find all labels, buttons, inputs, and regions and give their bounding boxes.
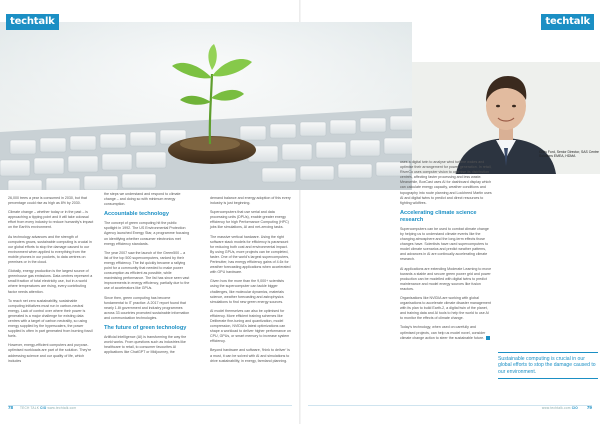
portrait-caption: Chris Ford, Senior Director, SAS Centre Solutions EMEA, HDMA	[539, 150, 599, 159]
footer-text-right	[542, 406, 578, 410]
paragraph: Beyond hardware and software, 'think to deliver' is a must, it can be solved with AI and simulations to drive sustainability, in energy, farmland planning.	[210, 348, 290, 363]
footer-url: www.techtalk.com	[47, 406, 77, 410]
footer-label: TECH TALK	[20, 406, 40, 410]
paragraph: Climate change – whether today or in the past – is approaching a tipping point and it will take colossal effort from every industry to reduce humanity's impact on the Earth's environment.	[8, 210, 94, 230]
article-column-2	[104, 192, 190, 359]
paragraph: demand balance and energy adoption of this every industry is just beginning.	[210, 196, 291, 206]
paragraph: The massive vertical hardware. Using the right software stack models for efficiency is paramount for reducing both cost and environmental impact. By using GPUs, more projects can be completed, faster. One of the world's largest supercomputers, Perlmutter, has energy efficiency gains of 4.6x for weather forecasting applications when accelerated with GPU hardware.	[210, 234, 291, 275]
paragraph: As technology advances and the strength of computers grows, sustainable computing is crucial in our global efforts to stop the damage caused to our environment when applied to everything from the mobile phones in our pockets, to data centres on premises or in the cloud.	[8, 234, 92, 265]
paragraph: AI model themselves can also be optimised for efficiency. More efficient training schemes like Deliberate fine-tuning and quantization, model compression, NVIDIA's latest optimizations can shape a workload to deliver higher performance on CPU, GPUs, or smart memory to increase system efficiency.	[210, 308, 291, 344]
paragraph: Artificial intelligence (AI) is transforming the way the world works. From questions such as industries like healthcare to retail, to consumer favourites AI applications like ChatGPT or Midjourney, the	[104, 334, 187, 355]
article-column-1	[8, 196, 94, 368]
paragraph: uses a digital twin to analyse wind turbine wakes and optimise their arrangement for power generation. In retail, RiverCo uses computer vision to optimise its distribution centres, affecting faster processing and less waste. Meanwhile, BoxCast uses AI for dashboard display which can calculate energy capacity, weather conditions and topography into route planning and Lockheed Martin uses AI and digital twins to predict and direct resources to fighting wildfires.	[400, 160, 492, 205]
footer-url: www.techtalk.com	[541, 406, 571, 410]
paragraph: 26,000 trees a year is consumed in 2030, but that percentage could rise as high as 8% by 2030.	[8, 196, 87, 206]
paragraph	[400, 325, 492, 340]
end-mark-icon	[486, 336, 490, 340]
paragraph: Supercomputers can be used to combat climate change by helping us to understand climate events like the changing atmosphere and the long-term effects those changes have. Scientists have used supercomputers to model climate scenarios and predict weather patterns, and advances in AI are continually accelerating climate research.	[400, 226, 489, 262]
paragraph: Globally, energy production is the largest source of greenhouse gas emissions. Data centres represent a small fraction of total electricity use, but in a world where temperatures are rising, every contributing factor needs attention.	[8, 269, 93, 294]
page-number-left: 78	[8, 405, 14, 410]
paragraph: To reach net zero sustainability, sustainable computing initiatives must run in carbon-neutral energy. Lack of control over where their power is generated is a major challenge for existing data centres with a target of carbon neutrality, so using energy supplied by the hyperscalers, the power supplied is often in part generated from burning fossil fuels.	[8, 298, 93, 339]
paragraph: AI applications are extending Moderate Learning to move towards a stable and secure green power grid and power production can be modelled with digital twins to predict maintenance and model energy sources like fusion reactors.	[400, 266, 492, 291]
hero-image-keyboard-seedling	[0, 22, 412, 190]
footer-brand: CIO	[40, 406, 47, 410]
paragraph: However, energy-efficient computers and purpose-optimised workloads are part of the solution. They're addressing science and our quality of life, which includes	[8, 343, 92, 363]
keyboard-seedling-illustration	[0, 22, 412, 190]
paragraph: the steps we understand and respond to climate change – and doing so with minimum energy consumption.	[104, 192, 181, 207]
paragraph-text: Today's technology, when used on carefully and optimised projects, can help us model novel, consider climate change action to steer the sustainable future.	[400, 325, 486, 340]
paragraph: The concept of green computing hit the public spotlight in 1992. The US Environmental Protection Agency launched Energy Star, a programme focusing on identifying whether consumer electronics met energy efficiency standards.	[104, 221, 190, 246]
paragraph: Since then, green computing has become fundamental to IT practice. A 2017 report found that nearly 1.8t government and industry programmes across 33 countries promoted sustainable information and communication technologies.	[104, 295, 190, 320]
section-heading-climate-research: Accelerating climate science research	[400, 209, 477, 223]
paragraph: Supercomputers that use serial and data processing units (DPUs), enable greater energy efficiency for high Performance Computing (HPC) jobs like simulations, AI and net-zeroing tasks.	[210, 210, 289, 230]
paragraph: Organisations like NVIDIA are working with global organisations to accelerate climate disaster management with its plan to build Earth-2, a digital twin of the planet, and training data and AI tools to help the world to use AI to monitor the effects of climate change.	[400, 295, 491, 321]
footer-text-left	[20, 406, 76, 410]
footer-brand: CIO	[571, 406, 578, 410]
article-column-5	[400, 160, 492, 345]
article-column-3	[210, 196, 292, 368]
section-heading-future-green-technology: The future of green technology	[104, 324, 187, 331]
paragraph: The year 2007 saw the launch of the Green500 – a list of the top 500 supercomputers, ranked by their energy efficiency. The list quickly became a rallying point for a community that needed to make power consumption as efficient as possible, while maximising performance. The list has since seen vast improvements in energy efficiency, partially due to the use of accelerators like GPUs.	[104, 250, 190, 291]
page-number-right: 79	[586, 405, 592, 410]
paragraph: Given how the more than the 9,000+ scientists using the supercomputer can tackle bigger challenges, like molecular dynamics, materials science, weather forecasting and astrophysics simulations to find new green energy sources.	[210, 279, 285, 304]
pull-quote: Sustainable computing is crucial in our global efforts to stop the damage caused to our environment.	[498, 352, 598, 379]
techtalk-logo-left: techtalk	[6, 14, 59, 30]
techtalk-logo-right: techtalk	[541, 14, 594, 30]
section-heading-accountable-technology: Accountable technology	[104, 211, 169, 218]
